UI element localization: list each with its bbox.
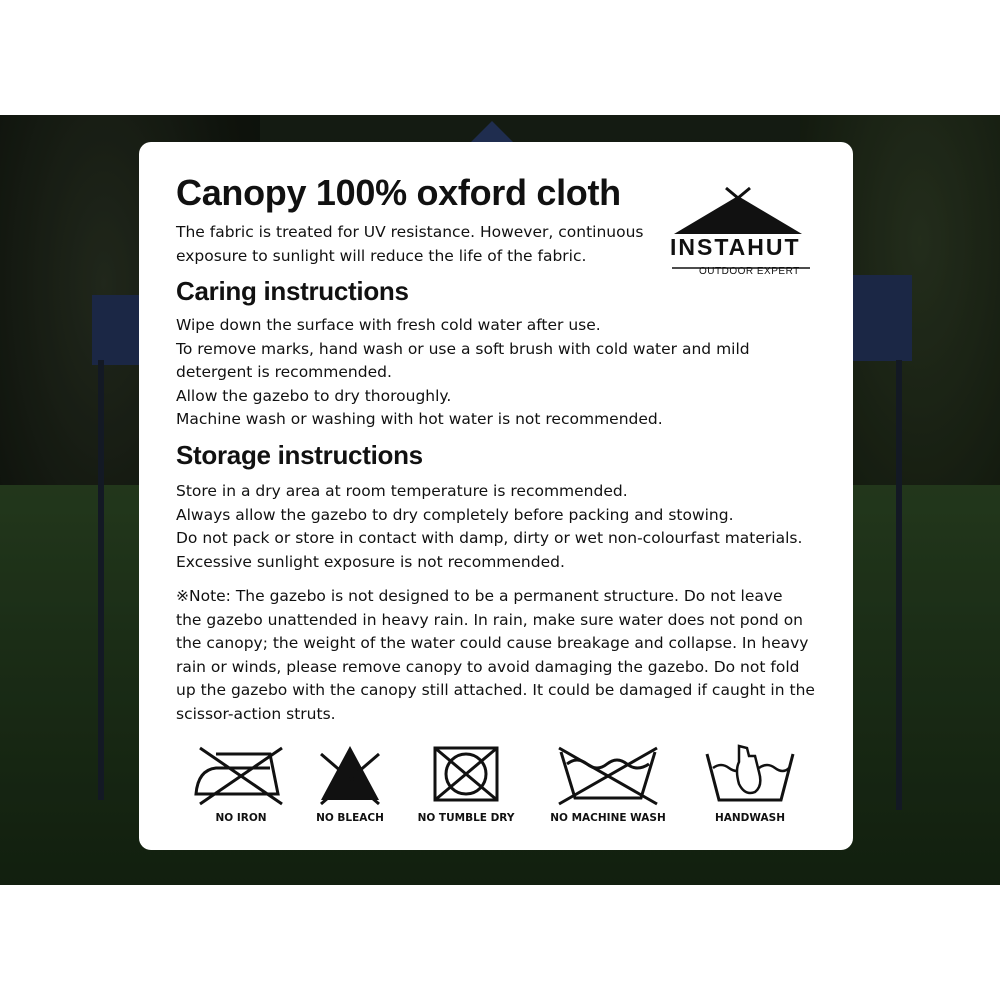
logo-tagline: OUTDOOR EXPERT (699, 266, 800, 277)
note-text (176, 585, 815, 726)
caring-line: Allow the gazebo to dry thoroughly. (176, 386, 452, 405)
note-line: up the gazebo with the canopy still attached. It could be damaged if caught in the (176, 681, 815, 699)
page-title: Canopy 100% oxford cloth (176, 172, 621, 213)
storage-line: Store in a dry area at room temperature is recommended. (176, 482, 628, 500)
storage-text (176, 480, 802, 574)
no-iron-label: NO IRON (215, 812, 267, 824)
note-line: the canopy; the weight of the water could cause breakage and collapse. In heavy (176, 634, 809, 652)
info-card (139, 142, 853, 850)
logo-brand: INSTAHUT (670, 234, 801, 260)
caring-line: To remove marks, hand wash or use a soft brush with cold water and mild (176, 339, 750, 358)
no-iron-icon (186, 742, 296, 812)
intro-text (176, 221, 644, 268)
no-machine-wash-icon (553, 742, 663, 812)
note-line: rain or winds, please remove canopy to avoid damaging the gazebo. Do not fold (176, 657, 800, 676)
caring-line: Wipe down the surface with fresh cold water after use. (176, 316, 601, 334)
caring-text (176, 314, 750, 432)
note-line: scissor-action struts. (176, 704, 336, 723)
note-line: ※Note: The gazebo is not designed to be a permanent structure. Do not leave (176, 587, 783, 605)
intro-line: The fabric is treated for UV resistance. However, continuous (176, 223, 644, 241)
note-line: the gazebo unattended in heavy rain. In rain, make sure water does not pond on (176, 610, 804, 629)
no-tumble-dry-label: NO TUMBLE DRY (417, 812, 515, 824)
caring-heading: Caring instructions (176, 276, 409, 306)
storage-line: Always allow the gazebo to dry completely before packing and stowing. (176, 505, 734, 524)
storage-line: Excessive sunlight exposure is not recommended. (176, 552, 565, 571)
no-bleach-label: NO BLEACH (316, 812, 384, 824)
storage-heading: Storage instructions (176, 440, 423, 470)
handwash-label: HANDWASH (714, 812, 785, 824)
no-machine-wash-label: NO MACHINE WASH (550, 812, 666, 824)
caring-line: detergent is recommended. (176, 363, 392, 381)
caring-line: Machine wash or washing with hot water is not recommended. (176, 410, 663, 428)
intro-line: exposure to sunlight will reduce the life of the fabric. (176, 246, 587, 265)
handwash-icon (695, 742, 805, 812)
storage-line: Do not pack or store in contact with damp, dirty or wet non-colourfast materials. (176, 529, 803, 547)
no-tumble-dry-icon (411, 742, 521, 812)
no-bleach-icon (295, 742, 405, 812)
